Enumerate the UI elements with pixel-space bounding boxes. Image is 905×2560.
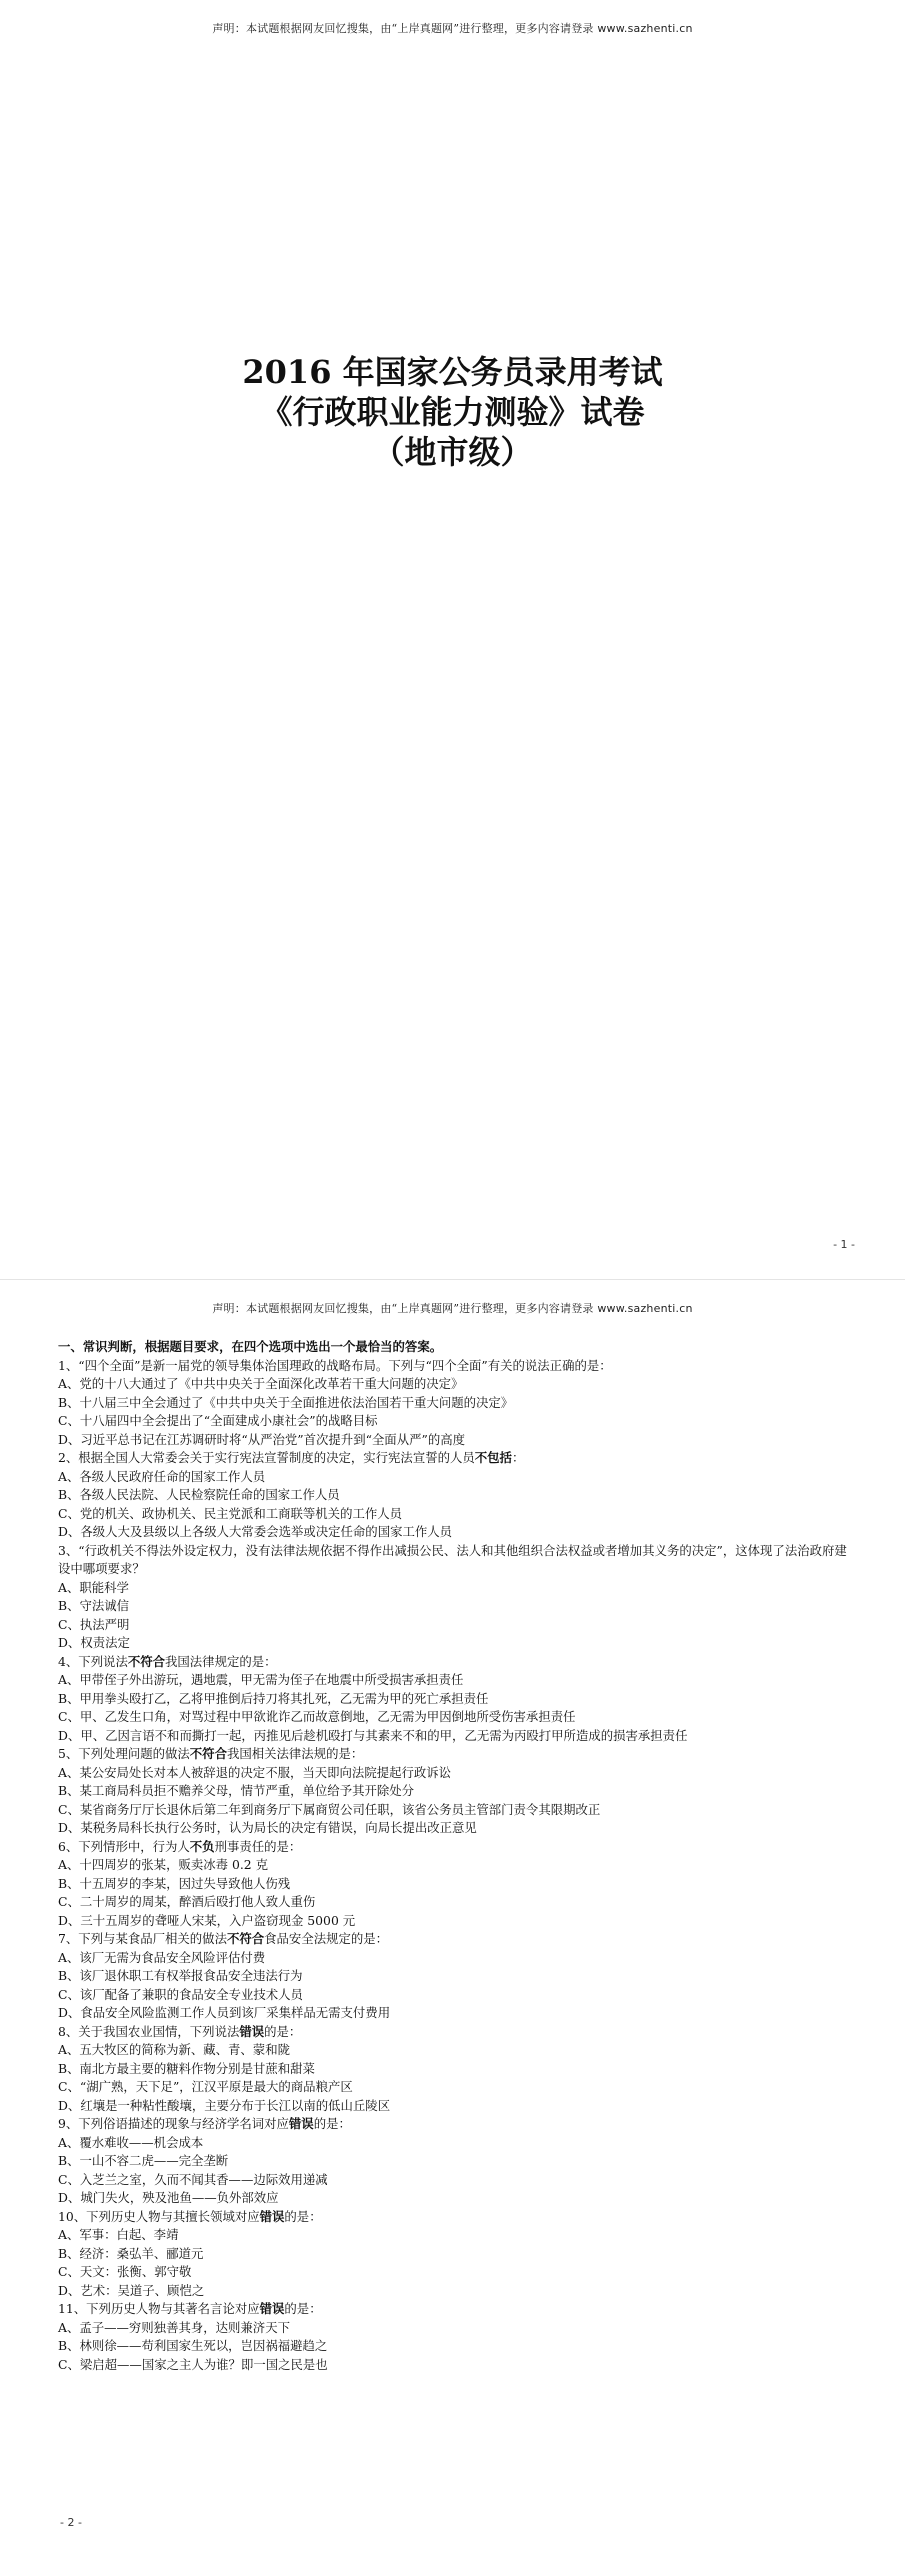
answer-option: C、二十周岁的周某，醉酒后殴打他人致人重伤	[58, 1894, 316, 1909]
answer-option: D、城门失火，殃及池鱼——负外部效应	[58, 2190, 279, 2205]
question-stem	[58, 2208, 858, 2227]
answer-option: C、梁启超——国家之主人为谁？即一国之民是也	[58, 2356, 328, 2372]
question-list	[58, 1338, 858, 2374]
answer-option: B、各级人民法院、人民检察院任命的国家工作人员	[58, 1487, 340, 1502]
answer-option: C、“湖广熟，天下足”，江汉平原是最大的商品粮产区	[58, 2079, 353, 2094]
answer-option: B、经济：桑弘羊、郦道元	[58, 2245, 204, 2261]
answer-option: D、红壤是一种粘性酸壤，主要分布于长江以南的低山丘陵区	[58, 2097, 391, 2113]
question-keyword: 不符合	[127, 1653, 166, 1669]
question-stem-text: 我国相关法律法规的是：	[226, 1746, 364, 1761]
question-keyword: 不符合	[226, 1931, 265, 1946]
page-header	[0, 1300, 905, 1316]
question-stem-text: 9、下列俗语描述的现象与经济学名词对应	[58, 2116, 289, 2131]
answer-option: D、艺术：吴道子、顾恺之	[58, 2282, 205, 2298]
question-stem-text: 的是：	[313, 2116, 351, 2131]
question-keyword: 错误	[259, 2301, 285, 2316]
question-stem-text: 8、关于我国农业国情，下列说法	[58, 2023, 240, 2039]
answer-option: B、十八届三中全会通过了《中共中央关于全面推进依法治国若干重大问题的决定》	[58, 1394, 514, 1410]
question-stem	[58, 2023, 858, 2042]
question-stem	[58, 1653, 858, 1672]
question-stem	[58, 1745, 858, 1764]
answer-option: C、天文：张衡、郭守敬	[58, 2264, 192, 2279]
question-stem-text: 的是：	[264, 2023, 302, 2039]
answer-option: B、该厂退休职工有权举报食品安全违法行为	[58, 1968, 303, 1983]
answer-option: A、覆水难收——机会成本	[58, 2134, 204, 2150]
answer-option: D、某税务局科长执行公务时，认为局长的决定有错误，向局长提出改正意见	[58, 1820, 477, 1835]
answer-option: D、食品安全风险监测工作人员到该厂采集样品无需支付费用	[58, 2005, 391, 2020]
answer-option: A、各级人民政府任命的国家工作人员	[58, 1468, 266, 1484]
answer-option: A、十四周岁的张某，贩卖冰毒 0.2 克	[58, 1857, 268, 1872]
question-stem: 1、“四个全面”是新一届党的领导集体治国理政的战略布局。下列与“四个全面”有关的说法正确的是：	[58, 1357, 612, 1373]
answer-option: A、某公安局处长对本人被辞退的决定不服，当天即向法院提起行政诉讼	[58, 1764, 452, 1780]
answer-option: B、林则徐——苟利国家生死以，岂因祸福避趋之	[58, 2338, 328, 2353]
answer-option: C、某省商务厅厅长退休后第二年到商务厅下属商贸公司任职，该省公务员主管部门责令其限期改正	[58, 1801, 601, 1817]
answer-option: B、甲用拳头殴打乙，乙将甲推倒后持刀将其扎死，乙无需为甲的死亡承担责任	[58, 1690, 489, 1706]
question-keyword: 不包括	[474, 1450, 512, 1465]
question-stem-text: 11、下列历史人物与其著名言论对应	[58, 2301, 260, 2316]
answer-option: A、孟子——穷则独善其身，达则兼济天下	[58, 2319, 290, 2335]
question-keyword: 不负	[189, 1838, 215, 1854]
question-stem-text: 的是：	[284, 2301, 322, 2316]
question-stem	[58, 1930, 858, 1949]
answer-option: C、十八届四中全会提出了“全面建成小康社会”的战略目标	[58, 1413, 378, 1428]
header-notice: 声明：本试题根据网友回忆搜集，由“上岸真题网”进行整理，更多内容请登录	[212, 22, 594, 35]
answer-option: B、一山不容二虎——完全垄断	[58, 2153, 229, 2168]
answer-option: A、五大牧区的简称为新、藏、青、蒙和陇	[58, 2042, 290, 2057]
page-number: - 1 -	[833, 1238, 855, 1251]
answer-option: D、权责法定	[58, 1635, 130, 1650]
answer-option: B、某工商局科员拒不赡养父母，情节严重，单位给予其开除处分	[58, 1783, 415, 1798]
answer-option: D、习近平总书记在江苏调研时将“从严治党”首次提升到“全面从严”的高度	[58, 1431, 465, 1447]
question-stem-text: 食品安全法规定的是：	[264, 1931, 389, 1946]
question-stem-text: 2、根据全国人大常委会关于实行宪法宣誓制度的决定，实行宪法宣誓的人员	[58, 1450, 475, 1465]
question-stem	[58, 2300, 858, 2319]
question-stem-text: 6、下列情形中，行为人	[58, 1838, 190, 1854]
title-line-3: （地市级）	[372, 433, 533, 471]
question-keyword: 错误	[288, 2116, 314, 2131]
answer-option: D、甲、乙因言语不和而撕打一起，丙推见后趁机殴打与其素来不和的甲，乙无需为丙殴打甲所造成的损害承担责任	[58, 1727, 688, 1743]
question-keyword: 错误	[239, 2023, 265, 2039]
answer-option: C、甲、乙发生口角，对骂过程中甲欲讹诈乙而故意倒地，乙无需为甲因倒地所受伤害承担责任	[58, 1709, 576, 1724]
header-site-link[interactable]: www.sazhenti.cn	[597, 22, 693, 35]
header-notice: 声明：本试题根据网友回忆搜集，由“上岸真题网”进行整理，更多内容请登录	[212, 1302, 594, 1315]
answer-option: B、守法诚信	[58, 1598, 130, 1613]
question-stem	[58, 1449, 858, 1468]
answer-option: C、该厂配备了兼职的食品安全专业技术人员	[58, 1986, 303, 2002]
question-stem-text: 7、下列与某食品厂相关的做法	[58, 1931, 227, 1946]
page-2	[0, 1280, 905, 2560]
question-stem-text: 10、下列历史人物与其擅长领域对应	[58, 2208, 260, 2224]
question-stem-text: ：	[511, 1450, 525, 1465]
question-stem-text: 我国法律规定的是：	[165, 1653, 277, 1669]
answer-option: A、职能科学	[58, 1579, 129, 1595]
header-site-link[interactable]: www.sazhenti.cn	[597, 1302, 693, 1315]
question-stem-text: 4、下列说法	[58, 1653, 128, 1669]
answer-option: A、甲带侄子外出游玩，遇地震，甲无需为侄子在地震中所受损害承担责任	[58, 1672, 464, 1687]
answer-option: D、各级人大及县级以上各级人大常委会选举或决定任命的国家工作人员	[58, 1524, 453, 1539]
question-keyword: 错误	[259, 2208, 285, 2224]
question-stem	[58, 2115, 858, 2134]
question-stem: 3、“行政机关不得法外设定权力，没有法律法规依据不得作出减损公民、法人和其他组织合法权益或者增加其义务的决定”，这体现了法治政府建设中哪项要求？	[58, 1542, 847, 1576]
answer-option: A、该厂无需为食品安全风险评估付费	[58, 1949, 266, 1965]
question-stem	[58, 1838, 858, 1857]
title-line-2: 《行政职业能力测验》试卷	[260, 393, 645, 431]
answer-option: C、入芝兰之室，久而不闻其香——边际效用递减	[58, 2171, 328, 2187]
page-number: - 2 -	[60, 2516, 82, 2529]
answer-option: A、军事：白起、李靖	[58, 2227, 179, 2242]
section-heading: 一、常识判断，根据题目要求，在四个选项中选出一个最恰当的答案。	[58, 1339, 443, 1354]
answer-option: B、十五周岁的李某，因过失导致他人伤残	[58, 1875, 291, 1891]
answer-option: C、执法严明	[58, 1616, 130, 1632]
question-keyword: 不符合	[189, 1746, 227, 1761]
title-line-1: 2016 年国家公务员录用考试	[242, 353, 663, 391]
answer-option: A、党的十八大通过了《中共中央关于全面深化改革若干重大问题的决定》	[58, 1376, 464, 1391]
answer-option: B、南北方最主要的糖料作物分别是甘蔗和甜菜	[58, 2060, 315, 2076]
document-title	[0, 352, 905, 472]
question-stem-text: 刑事责任的是：	[214, 1838, 302, 1854]
answer-option: C、党的机关、政协机关、民主党派和工商联等机关的工作人员	[58, 1505, 403, 1521]
page-header	[0, 20, 905, 36]
question-stem-text: 5、下列处理问题的做法	[58, 1746, 190, 1761]
answer-option: D、三十五周岁的聋哑人宋某，入户盗窃现金 5000 元	[58, 1912, 356, 1928]
question-stem-text: 的是：	[284, 2208, 322, 2224]
